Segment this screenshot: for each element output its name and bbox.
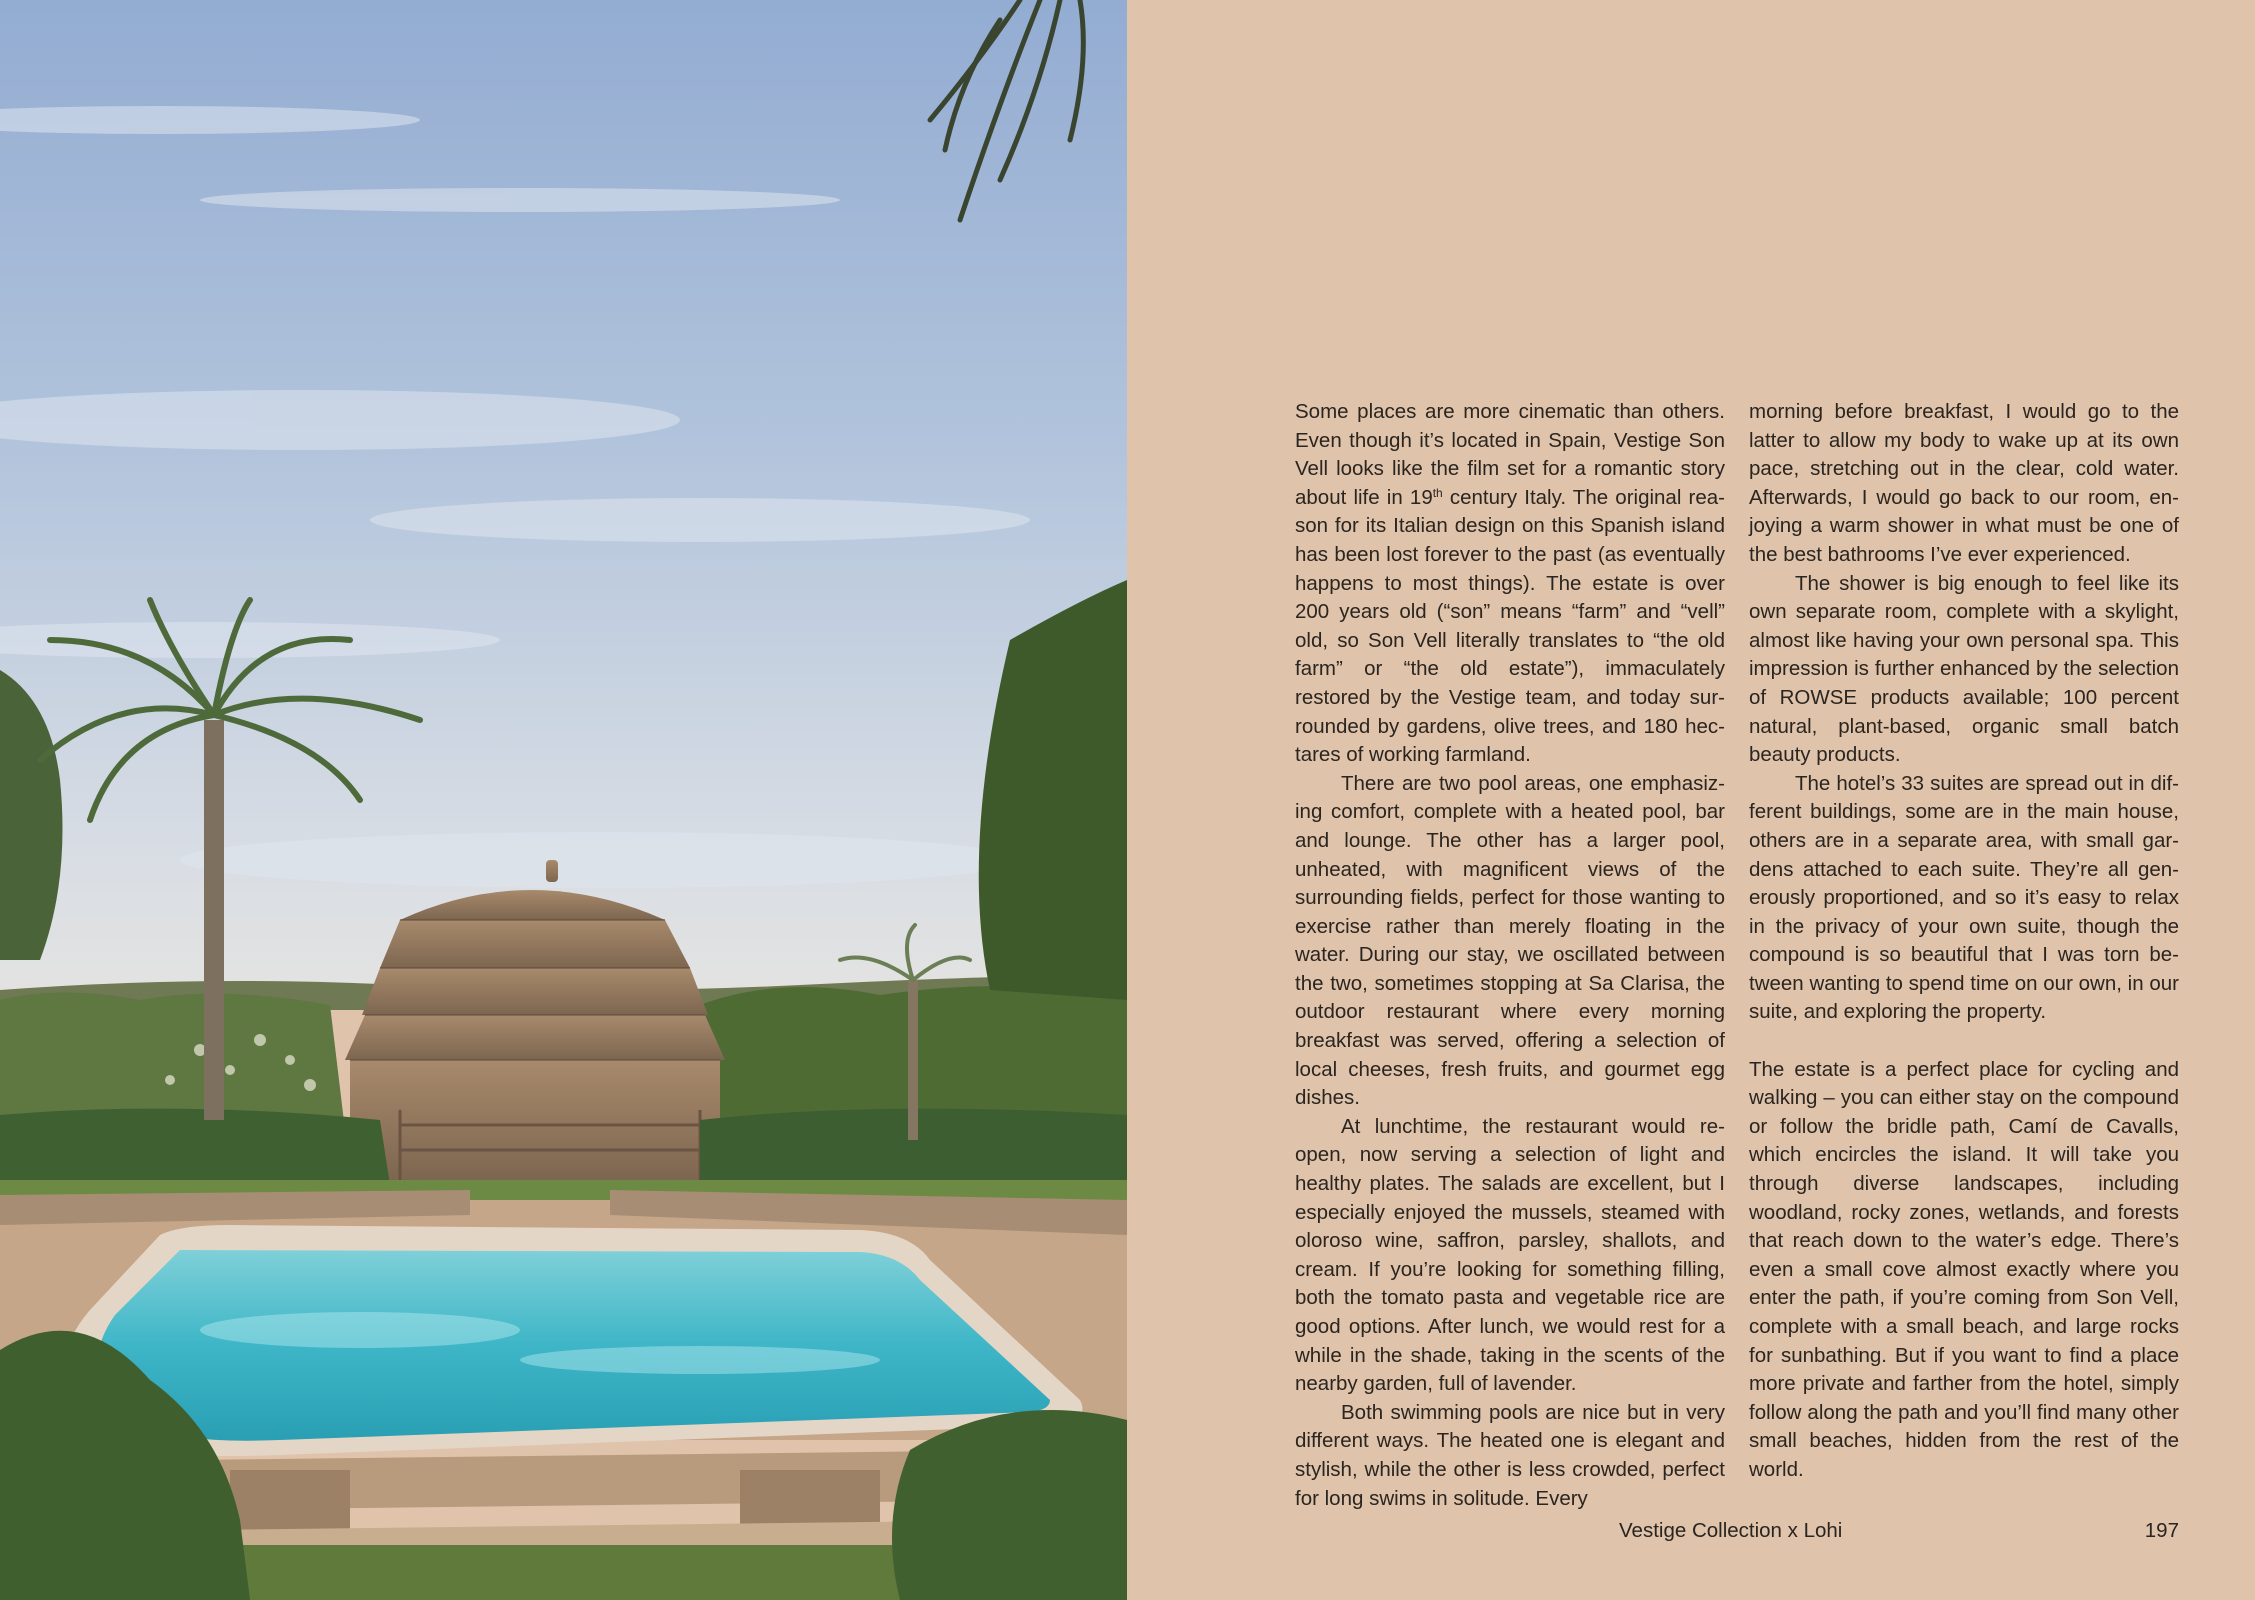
article-paragraph [1295, 398, 1725, 770]
pool-photo [0, 0, 1127, 1600]
article-paragraph: morning before breakfast, I would go to the latter to allow my body to wake up at its own pace, stretching out in the clear, cold water. Afterwards, I would go back to our room, enjoying a warm shower in what must be one of the best bathrooms I’ve ever experienced. [1749, 400, 2179, 566]
article-column-right [1749, 398, 2179, 1485]
article-page [1127, 0, 2255, 1600]
article-column-left [1295, 398, 1725, 1513]
article-paragraph: The shower is big enough to feel like its own separate room, complete with a skylight, almost like having your own personal spa. This impression is further enhanced by the selection of ROWSE products available; 100 percent natural, plant-based, organic small batch beauty products. [1749, 571, 2179, 767]
article-paragraph: Both swimming pools are nice but in very different ways. The heated one is elegant and stylish, while the other is less crowded, perfect for long swims in solitude. Every [1295, 1400, 1725, 1510]
paragraph-text: century Italy. The original reason for its Italian design on this Spanish island has been lost forever to the past (as eventually happens to most things). The estate is over 200 years old (“son” means “farm” and “vell” old, so Son Vell literally translates to “the old farm” or “the old estate”), immaculately restored by the Vestige team, and today surrounded by gardens, olive trees, and 180 hectares of working farmland. [1295, 485, 1725, 767]
article-paragraph: There are two pool areas, one emphasizing comfort, complete with a heated pool, bar and lounge. The other has a larger pool, unheated, with magnificent views of the surrounding fields, perfect for those wanting to exercise rather than merely floating in the water. During our stay, we oscillated between the two, sometimes stopping at Sa Clarisa, the outdoor restaurant where every morning breakfast was served, offering a selection of local cheeses, fresh fruits, and gourmet egg dishes. [1295, 771, 1725, 1110]
running-footer-title: Vestige Collection x Lohi [1619, 1519, 1843, 1542]
page-number: 197 [2144, 1519, 2179, 1542]
ordinal-superscript: th [1432, 485, 1443, 500]
paragraph-text: Some places are more cinematic than others. Even though it’s located in Spain, Vestige Son Vell looks like the film set for a romantic story about life in 19 [1295, 400, 1725, 509]
article-paragraph: The hotel’s 33 suites are spread out in different buildings, some are in the main house, others are in a separate area, with small gardens attached to each suite. They’re all generously proportioned, and so it’s easy to relax in the privacy of your own suite, though the compound is so beautiful that I was torn between wanting to spend time on our own, in our suite, and exploring the property. [1749, 771, 2179, 1024]
article-paragraph: The estate is a perfect place for cycling and walking – you can either stay on the compound or follow the bridle path, Camí de Cavalls, which encircles the island. It will take you through diverse landscapes, including woodland, rocky zones, wetlands, and forests that reach down to the water’s edge. There’s even a small cove almost exactly where you enter the path, if you’re coming from Son Vell, complete with a small beach, and large rocks for sunbathing. But if you want to find a place more private and farther from the hotel, simply follow along the path and you’ll find many other small beaches, hidden from the rest of the world. [1749, 1057, 2179, 1481]
article-paragraph: At lunchtime, the restaurant would reopen, now serving a selection of light and healthy plates. The salads are excellent, but I especially enjoyed the mussels, steamed with oloroso wine, saffron, parsley, shallots, and cream. If you’re looking for something filling, both the tomato pasta and vegetable rice are good options. After lunch, we would rest for a while in the shade, taking in the scents of the nearby garden, full of lavender. [1295, 1114, 1725, 1396]
